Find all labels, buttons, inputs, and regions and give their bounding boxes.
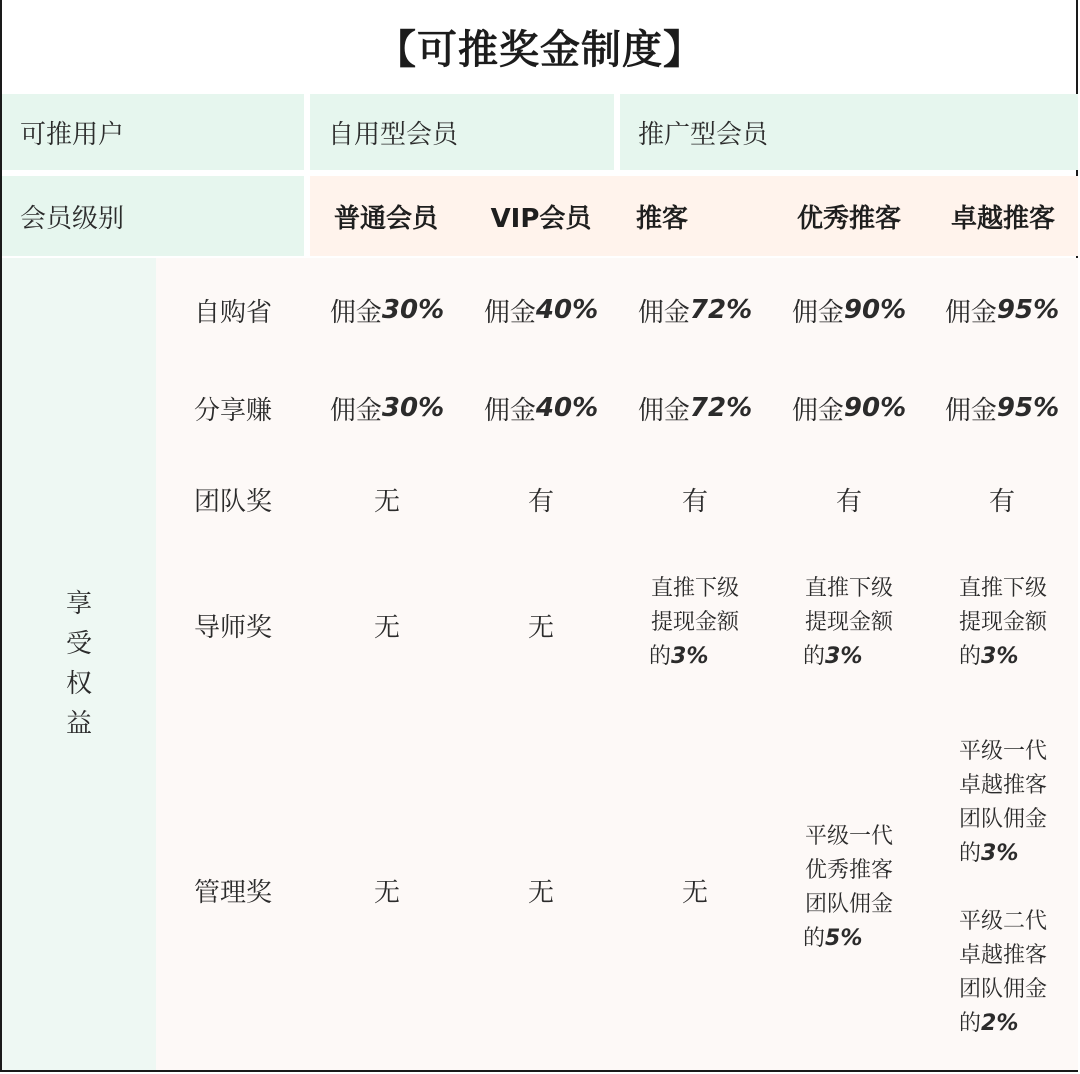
cell-share-earn-outstanding — [926, 360, 1078, 456]
mentor-prefix: 的 — [803, 644, 826, 669]
level-promoter: 推客 — [636, 203, 689, 234]
mentor-line — [926, 640, 1018, 674]
commission-value: 95% — [996, 295, 1060, 325]
cell-self-purchase-normal — [310, 262, 464, 358]
commission-value: 40% — [535, 393, 599, 423]
row-label-share-earn: 分享赚 — [193, 395, 272, 426]
management-prefix: 的 — [959, 841, 982, 866]
management-line — [772, 922, 862, 956]
management-line — [926, 837, 1018, 871]
cell-team-bonus-normal: 无 — [373, 486, 400, 517]
cell-self-purchase-excellent — [772, 262, 926, 358]
commission-value: 72% — [689, 393, 753, 423]
mentor-line: 直推下级 — [804, 576, 893, 601]
level-vip-member: VIP会员 — [490, 203, 592, 234]
level-excellent-promoter: 优秀推客 — [796, 203, 901, 234]
header-label-users: 可推用户 — [2, 94, 304, 170]
cell-management-bonus-vip: 无 — [527, 877, 554, 908]
management-line: 团队佣金 — [804, 892, 893, 917]
commission-value: 90% — [843, 295, 907, 325]
benefits-char: 享 — [65, 589, 92, 619]
cell-management-bonus-outstanding-first — [926, 735, 1080, 871]
mentor-line: 直推下级 — [650, 576, 739, 601]
cell-team-bonus-outstanding: 有 — [988, 486, 1015, 517]
benefits-char: 受 — [65, 629, 92, 659]
benefits-vertical-label — [2, 258, 156, 1070]
cell-mentor-bonus-vip: 无 — [527, 612, 554, 643]
cell-team-bonus-vip: 有 — [527, 486, 554, 517]
mentor-pct: 3% — [825, 644, 863, 669]
management-prefix: 的 — [959, 1011, 982, 1036]
mentor-line — [772, 640, 862, 674]
management-line: 团队佣金 — [958, 807, 1047, 832]
cell-self-purchase-promoter — [618, 262, 772, 358]
cell-management-bonus-outstanding-second — [926, 905, 1080, 1041]
management-line: 优秀推客 — [804, 858, 893, 883]
cell-share-earn-promoter — [618, 360, 772, 456]
management-pct: 5% — [825, 926, 863, 951]
header-group-promotion: 推广型会员 — [620, 94, 1078, 170]
commission-value: 90% — [843, 393, 907, 423]
header-group-self-use: 自用型会员 — [310, 94, 614, 170]
mentor-line: 提现金额 — [958, 610, 1047, 635]
level-outstanding-promoter: 卓越推客 — [950, 203, 1055, 234]
mentor-line: 提现金额 — [804, 610, 893, 635]
commission-prefix: 佣金 — [329, 297, 382, 328]
management-pct: 2% — [981, 1011, 1019, 1036]
page-title: 【可推奖金制度】 — [376, 26, 704, 73]
commission-value: 72% — [689, 295, 753, 325]
mentor-prefix: 的 — [649, 644, 672, 669]
commission-prefix: 佣金 — [637, 297, 690, 328]
management-line: 平级一代 — [804, 824, 893, 849]
management-line: 卓越推客 — [958, 773, 1047, 798]
commission-prefix: 佣金 — [944, 297, 997, 328]
management-line: 卓越推客 — [958, 943, 1047, 968]
commission-prefix: 佣金 — [791, 395, 844, 426]
mentor-pct: 3% — [671, 644, 709, 669]
benefits-char: 权 — [65, 669, 92, 699]
cell-share-earn-normal — [310, 360, 464, 456]
cell-mentor-bonus-outstanding — [926, 572, 1080, 674]
management-line: 平级二代 — [958, 909, 1047, 934]
cell-management-bonus-excellent — [772, 820, 926, 956]
cell-share-earn-vip — [464, 360, 618, 456]
commission-prefix: 佣金 — [329, 395, 382, 426]
row-label-management-bonus: 管理奖 — [193, 877, 272, 908]
management-line: 团队佣金 — [958, 977, 1047, 1002]
mentor-pct: 3% — [981, 644, 1019, 669]
cell-self-purchase-outstanding — [926, 262, 1078, 358]
cell-management-bonus-promoter: 无 — [681, 877, 708, 908]
commission-prefix: 佣金 — [637, 395, 690, 426]
commission-value: 95% — [996, 393, 1060, 423]
cell-team-bonus-promoter: 有 — [681, 486, 708, 517]
management-line: 平级一代 — [958, 739, 1047, 764]
mentor-line: 提现金额 — [650, 610, 739, 635]
commission-value: 30% — [381, 393, 445, 423]
commission-prefix: 佣金 — [944, 395, 997, 426]
header-label-level: 会员级别 — [2, 176, 304, 256]
mentor-line — [618, 640, 708, 674]
mentor-line: 直推下级 — [958, 576, 1047, 601]
cell-self-purchase-vip — [464, 262, 618, 358]
management-pct: 3% — [981, 841, 1019, 866]
commission-value: 40% — [535, 295, 599, 325]
commission-prefix: 佣金 — [483, 395, 536, 426]
row-label-mentor-bonus: 导师奖 — [193, 612, 272, 643]
level-normal-member: 普通会员 — [333, 203, 438, 234]
management-line — [926, 1007, 1018, 1041]
commission-prefix: 佣金 — [791, 297, 844, 328]
benefits-char: 益 — [65, 709, 92, 739]
cell-mentor-bonus-promoter — [618, 572, 772, 674]
cell-management-bonus-normal: 无 — [373, 877, 400, 908]
management-prefix: 的 — [803, 926, 826, 951]
mentor-prefix: 的 — [959, 644, 982, 669]
commission-value: 30% — [381, 295, 445, 325]
commission-prefix: 佣金 — [483, 297, 536, 328]
row-label-team-bonus: 团队奖 — [193, 486, 272, 517]
row-label-self-purchase: 自购省 — [193, 297, 272, 328]
cell-mentor-bonus-excellent — [772, 572, 926, 674]
cell-share-earn-excellent — [772, 360, 926, 456]
cell-team-bonus-excellent: 有 — [835, 486, 862, 517]
cell-mentor-bonus-normal: 无 — [373, 612, 400, 643]
